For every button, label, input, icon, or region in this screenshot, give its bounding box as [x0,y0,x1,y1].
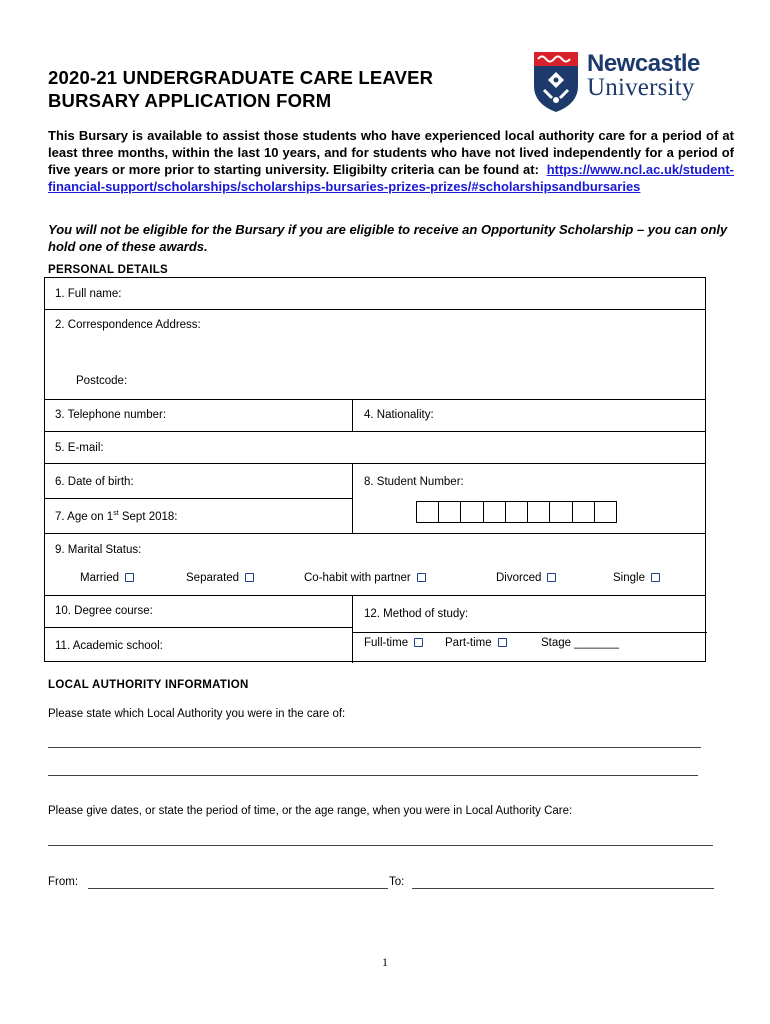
student-number-boxes[interactable] [417,501,617,523]
fulltime-checkbox[interactable] [414,638,423,647]
single-checkbox[interactable] [651,573,660,582]
digit-box[interactable] [438,501,461,523]
cohabit-checkbox[interactable] [417,573,426,582]
answer-line-3[interactable] [48,845,713,846]
intro-text: This Bursary is available to assist those students who have experienced local authority care for a period of at least three months, within the last 10 years, and for students who have not lived independently for a period of five years or more prior to starting university. Eligibilty criteria can be found at: [48,128,734,177]
local-authority-question: Please state which Local Authority you were in the care of: [48,708,346,720]
option-divorced[interactable]: Divorced [496,572,556,584]
page-number: 1 [382,955,388,969]
digit-box[interactable] [483,501,506,523]
row-address[interactable] [45,310,705,400]
university-logo [530,50,730,116]
personal-details-table [44,277,706,662]
from-label: From: [48,876,79,888]
digit-box[interactable] [460,501,483,523]
telephone-label: 3. Telephone number: [55,409,167,421]
answer-line-2[interactable] [48,775,698,776]
digit-box[interactable] [594,501,617,523]
option-single[interactable]: Single [613,572,660,584]
eligibility-warning: You will not be eligible for the Bursary if you are eligible to receive an Opportunity Scholarship – you can only hold one of these awards. [48,222,728,254]
digit-box[interactable] [527,501,550,523]
crest-icon [530,50,582,114]
marital-label: 9. Marital Status: [55,544,142,556]
postcode-label: Postcode: [76,375,128,387]
degree-divider [45,627,352,628]
option-married[interactable]: Married [80,572,134,584]
method-label: 12. Method of study: [364,608,469,620]
title-line-1: 2020-21 UNDERGRADUATE CARE LEAVER [48,67,434,88]
logo-text-newcastle: Newcastle [587,50,700,77]
vdivider-degree [352,596,353,663]
option-cohabit[interactable]: Co-habit with partner [304,572,426,584]
separated-checkbox[interactable] [245,573,254,582]
age-label: 7. Age on 1st Sept 2018: [55,510,178,523]
vdivider-tel [352,400,353,432]
option-parttime[interactable]: Part-time [445,637,507,649]
address-label: 2. Correspondence Address: [55,319,201,331]
intro-paragraph [48,127,734,195]
dob-label: 6. Date of birth: [55,476,134,488]
option-separated[interactable]: Separated [186,572,254,584]
student-number-label: 8. Student Number: [364,476,464,488]
row-email[interactable] [45,432,705,464]
vdivider-dob [352,464,353,534]
logo-text-university: University [587,74,695,101]
title-line-2: BURSARY APPLICATION FORM [48,90,332,111]
row-full-name[interactable] [45,278,705,310]
degree-label: 10. Degree course: [55,605,153,617]
digit-box[interactable] [416,501,439,523]
full-name-label: 1. Full name: [55,288,122,300]
to-label: To: [389,876,405,888]
parttime-checkbox[interactable] [498,638,507,647]
digit-box[interactable] [572,501,595,523]
method-divider [352,632,707,633]
digit-box[interactable] [505,501,528,523]
school-label: 11. Academic school: [55,640,163,652]
married-checkbox[interactable] [125,573,134,582]
care-period-question: Please give dates, or state the period of time, or the age range, when you were in Local Authority Care: [48,805,573,817]
email-label: 5. E-mail: [55,442,104,454]
row-dob [45,464,705,499]
option-fulltime[interactable]: Full-time [364,637,423,649]
row-degree-method [45,596,705,663]
form-title [48,66,518,112]
personal-details-heading: PERSONAL DETAILS [48,264,169,276]
nationality-label: 4. Nationality: [364,409,434,421]
criteria-link[interactable]: https://www.ncl.ac.uk/student-financial-support/scholarships/scholarships-bursaries-prizes-prizes/#scholarshipsandbursaries [48,162,734,194]
row-marital-status [45,534,705,596]
local-authority-heading: LOCAL AUTHORITY INFORMATION [48,679,249,691]
digit-box[interactable] [549,501,572,523]
answer-line-1[interactable] [48,747,701,748]
row-telephone-nationality [45,400,705,432]
divorced-checkbox[interactable] [547,573,556,582]
stage-field[interactable]: Stage _______ [541,637,620,649]
from-field[interactable] [88,888,388,889]
to-field[interactable] [412,888,714,889]
